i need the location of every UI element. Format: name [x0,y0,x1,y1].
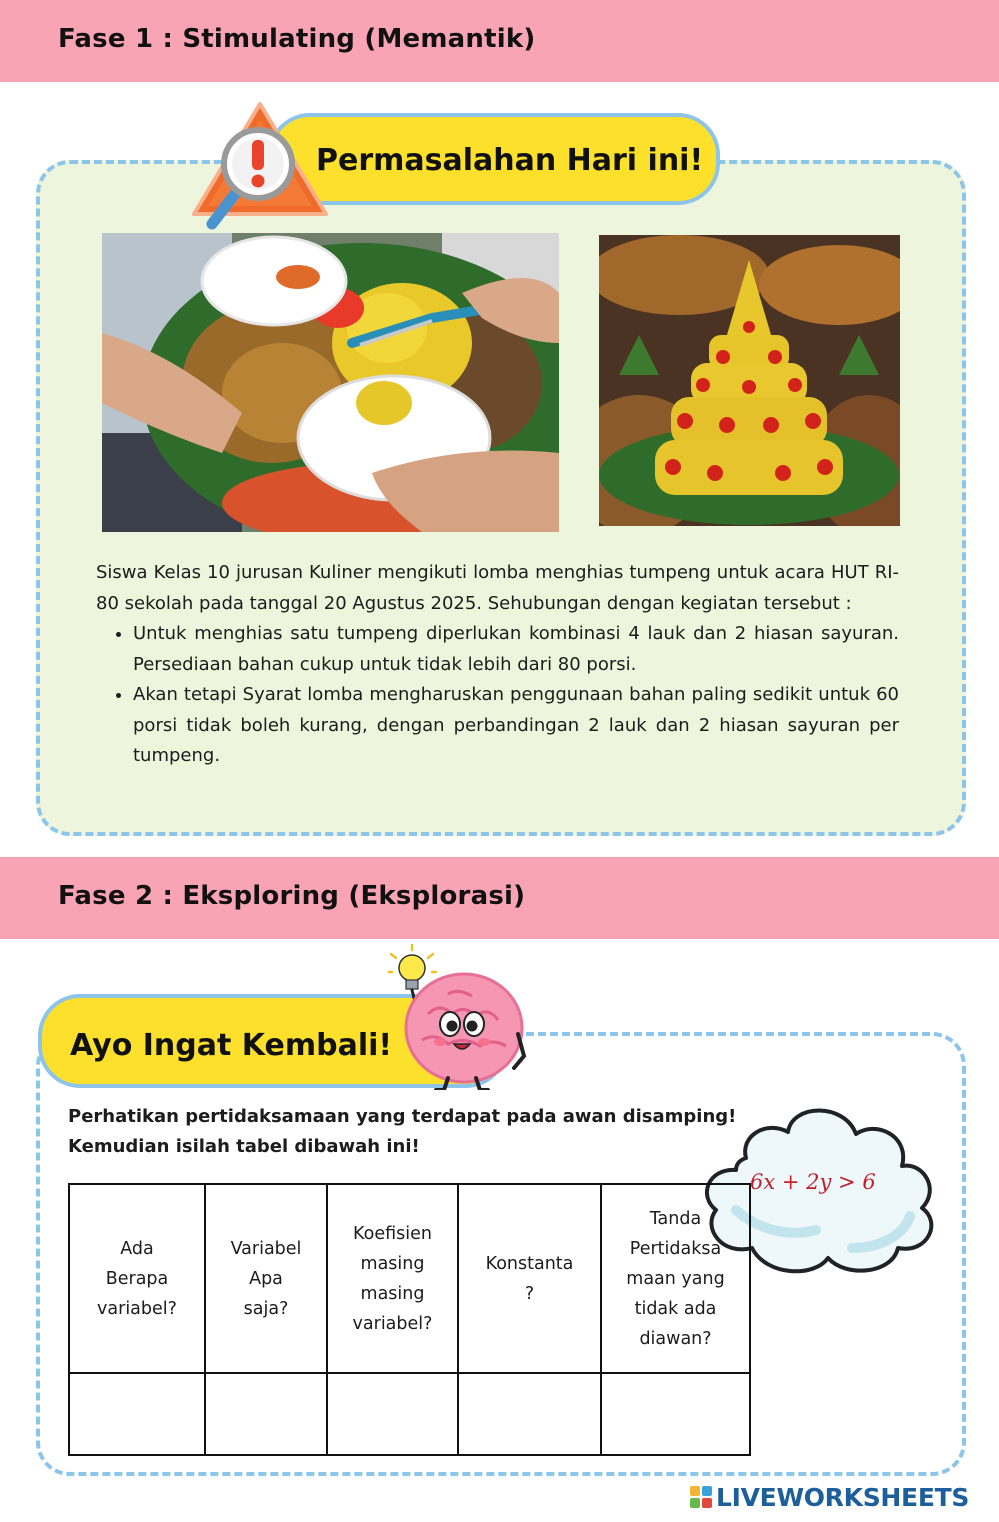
header-line: variabel? [97,1298,177,1319]
recall-banner-title: Ayo Ingat Kembali! [70,1028,393,1063]
header-line: masing [360,1283,425,1304]
header-line: masing [360,1253,425,1274]
recall-instructions [68,1102,768,1162]
header-line: Koefisien [353,1223,432,1244]
answer-cell-coefficients[interactable] [327,1373,458,1455]
header-line: diawan? [639,1328,712,1349]
header-line: Ada [120,1238,154,1259]
header-line: Variabel [230,1238,302,1259]
problem-bullet-list [133,619,899,772]
decorated-tumpeng-photo [599,235,900,526]
header-line: Apa [249,1268,283,1289]
table-answer-row [69,1373,750,1455]
header-line: ? [524,1283,535,1304]
table-header-cell [458,1184,601,1373]
answer-cell-missing-sign[interactable] [601,1373,750,1455]
liveworksheets-brand: LIVEWORKSHEETS [716,1482,970,1512]
tumpeng-being-served-photo [102,233,559,532]
cloud-inequality: 6x + 2y > 6 [750,1170,876,1194]
problem-banner-title: Permasalahan Hari ini! [316,143,704,178]
table-header-cell [205,1184,327,1373]
phase1-header-bar [0,0,999,82]
instruction-line-2: Kemudian isilah tabel dibawah ini! [68,1136,420,1157]
table-header-row [69,1184,750,1373]
phase1-title: Fase 1 : Stimulating (Memantik) [58,24,536,54]
problem-intro: Siswa Kelas 10 jurusan Kuliner mengikuti lomba menghias tumpeng untuk acara HUT RI-80 sekolah pada tanggal 20 Agustus 2025. Sehubungan dengan kegiatan tersebut : [96,562,899,614]
list-item: • Untuk menghias satu tumpeng diperlukan kombinasi 4 lauk dan 2 hiasan sayuran. Persediaan bahan cukup untuk tidak lebih dari 80 porsi. [133,619,899,680]
answer-cell-variable-count[interactable] [69,1373,205,1455]
header-line: Pertidaksa [629,1238,722,1259]
instruction-line-1: Perhatikan pertidaksamaan yang terdapat pada awan disamping! [68,1106,737,1127]
header-line: variabel? [352,1313,433,1334]
brain-mascot-lightbulb-icon [388,944,528,1090]
liveworksheets-logo [690,1482,969,1512]
table-header-cell [601,1184,750,1373]
phase2-title: Fase 2 : Eksploring (Eksplorasi) [58,881,526,911]
header-line: saja? [243,1298,289,1319]
list-item: • Akan tetapi Syarat lomba mengharuskan penggunaan bahan paling sedikit untuk 60 porsi tidak boleh kurang, dengan perbandingan 2 lauk dan 2 hiasan sayuran per tumpeng. [133,680,899,772]
problem-text [96,558,899,772]
warning-magnifier-icon [190,98,330,238]
problem-banner [268,113,720,205]
phase2-header-bar [0,857,999,939]
liveworksheets-grid-icon [690,1486,712,1508]
answer-cell-variables[interactable] [205,1373,327,1455]
answer-cell-constant[interactable] [458,1373,601,1455]
answer-table [68,1183,751,1456]
header-line: tidak ada [634,1298,717,1319]
header-line: maan yang [626,1268,725,1289]
table-header-cell [69,1184,205,1373]
header-line: Tanda [649,1208,702,1229]
header-line: Berapa [105,1268,169,1289]
header-line: Konstanta [485,1253,574,1274]
table-header-cell [327,1184,458,1373]
